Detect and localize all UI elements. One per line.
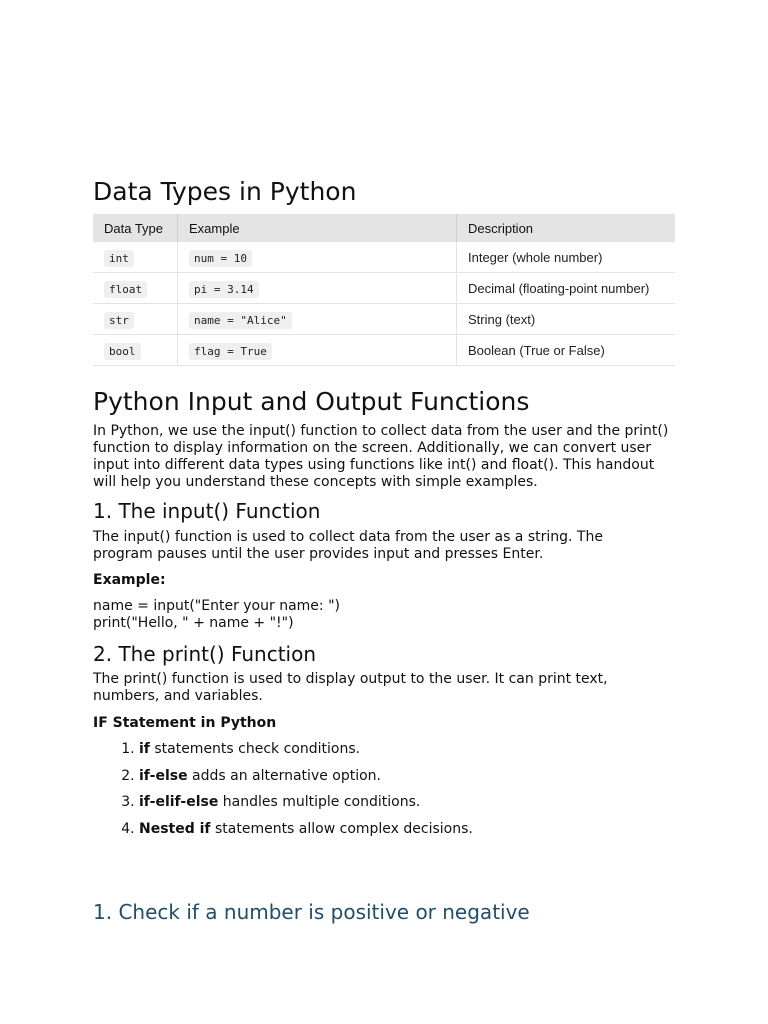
type-cell: bool xyxy=(104,343,141,360)
table-row xyxy=(93,242,675,273)
code-line: print("Hello, " + name + "!") xyxy=(93,615,294,631)
table-row xyxy=(93,304,675,335)
example-cell: pi = 3.14 xyxy=(189,281,259,298)
input-function-description: The input() function is used to collect data from the user as a string. The program pauses until the user provides input and presses Enter. xyxy=(93,529,603,562)
list-item-text: adds an alternative option. xyxy=(187,767,382,784)
type-cell: float xyxy=(104,281,147,298)
print-function-description: The print() function is used to display output to the user. It can print text, numbers, and variables. xyxy=(93,671,608,704)
list-item-text: statements check conditions. xyxy=(149,741,361,757)
table-header-row xyxy=(93,214,675,242)
intro-paragraph: In Python, we use the input() function to collect data from the user and the print() function to display information on the screen. Additionally, we can convert user input into different data types using functions like int() and float(). This handout will help you understand these concepts with simple examples. xyxy=(93,423,669,490)
data-types-title: Data Types in Python xyxy=(93,177,357,206)
data-types-table xyxy=(93,214,675,366)
header-description: Description xyxy=(457,214,676,242)
list-item xyxy=(139,768,473,785)
check-number-heading: 1. Check if a number is positive or negative xyxy=(93,900,530,924)
code-example xyxy=(93,598,340,632)
example-cell: flag = True xyxy=(189,343,272,360)
list-item-keyword: if-else xyxy=(139,767,188,784)
table-row xyxy=(93,273,675,304)
table-row xyxy=(93,335,675,366)
description-cell: Integer (whole number) xyxy=(457,242,676,273)
example-label: Example: xyxy=(93,572,166,588)
list-item-keyword: Nested if xyxy=(139,820,211,837)
example-cell: num = 10 xyxy=(189,250,252,267)
type-cell: int xyxy=(104,250,134,267)
io-functions-title: Python Input and Output Functions xyxy=(93,387,530,416)
code-line: name = input("Enter your name: ") xyxy=(93,598,340,614)
description-cell: String (text) xyxy=(457,304,676,335)
header-example: Example xyxy=(178,214,457,242)
list-item xyxy=(139,741,473,758)
print-function-heading: 2. The print() Function xyxy=(93,642,317,666)
list-item-text: statements allow complex decisions. xyxy=(210,820,473,837)
list-item-keyword: if xyxy=(139,741,150,757)
description-cell: Boolean (True or False) xyxy=(457,335,676,366)
list-item xyxy=(139,794,473,811)
example-cell: name = "Alice" xyxy=(189,312,292,329)
list-item-keyword: if-elif-else xyxy=(139,794,219,810)
description-cell: Decimal (floating-point number) xyxy=(457,273,676,304)
if-statement-list xyxy=(93,741,473,847)
header-data-type: Data Type xyxy=(93,214,178,242)
list-item xyxy=(139,821,473,838)
input-function-heading: 1. The input() Function xyxy=(93,499,321,523)
type-cell: str xyxy=(104,312,134,329)
list-item-text: handles multiple conditions. xyxy=(218,794,421,810)
if-statement-heading: IF Statement in Python xyxy=(93,715,277,731)
